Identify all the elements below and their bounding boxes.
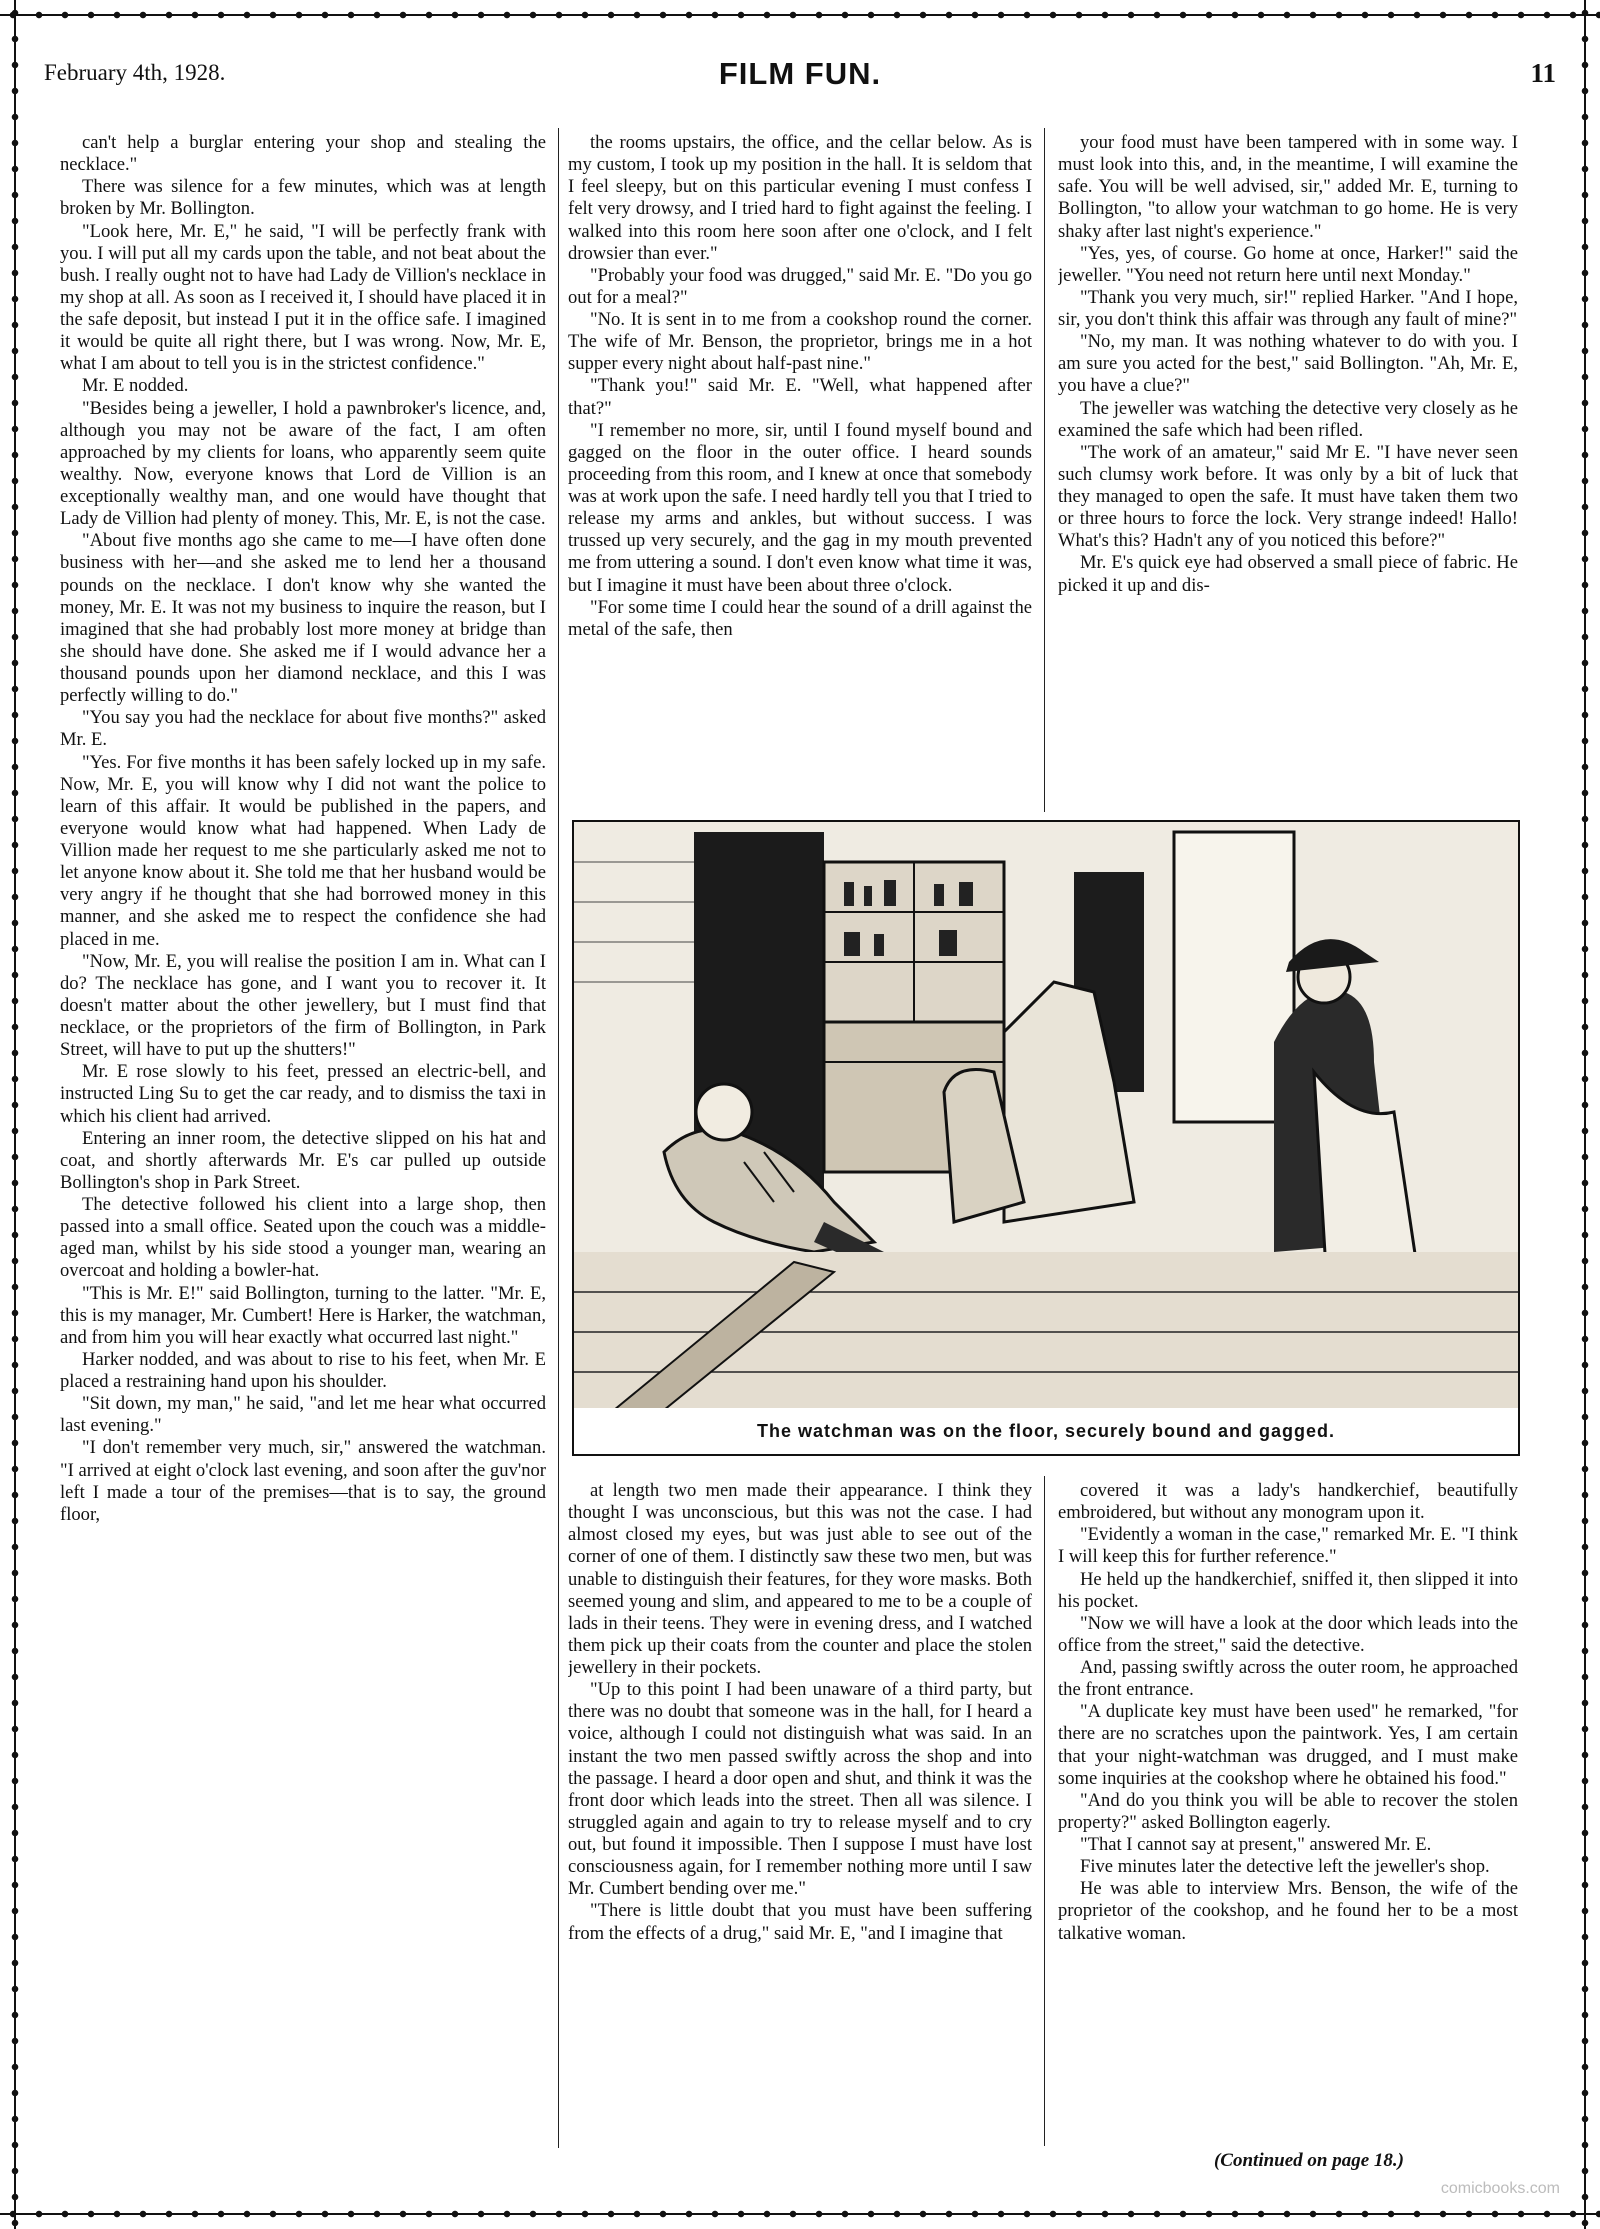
article-paragraph: "Yes, yes, of course. Go home at once, Harker!" said the jeweller. "You need not return here until next Monday." — [1058, 242, 1518, 286]
article-paragraph: "Thank you very much, sir!" replied Harker. "And I hope, sir, you don't think this affair was through any fault of mine?" — [1058, 286, 1518, 330]
article-paragraph: "And do you think you will be able to recover the stolen property?" asked Bollington eagerly. — [1058, 1789, 1518, 1833]
article-paragraph: the rooms upstairs, the office, and the cellar below. As is my custom, I took up my position in the hall. It is seldom that I feel sleepy, but on this particular evening I must confess I felt very drowsy, and I tried hard to fight against the feeling. I walked into this room here soon after one o'clock, and I felt drowsier than ever." — [568, 132, 1032, 264]
page-header — [44, 56, 1556, 100]
watermark: comicbooks.com — [1440, 2180, 1560, 2197]
article-paragraph: "About five months ago she came to me—I have often done business with her—and she asked me to lend her a thousand pounds on the necklace. I don't know why she wanted the money, Mr. E. It was not my business to inquire the reason, but I imagined that she had probably lost more money at bridge than she should have done. She asked me if I would advance her a thousand pounds upon her diamond necklace, and this I was perfectly willing to do." — [60, 530, 546, 707]
article-paragraph: "Probably your food was drugged," said Mr. E. "Do you go out for a meal?" — [568, 264, 1032, 308]
decorative-border-bottom — [0, 2199, 1600, 2229]
article-paragraph: Harker nodded, and was about to rise to his feet, when Mr. E placed a restraining hand upon his shoulder. — [60, 1348, 546, 1392]
page-number: 11 — [1530, 58, 1556, 88]
article-paragraph: He was able to interview Mrs. Benson, the wife of the proprietor of the cookshop, and he found her to be a most talkative woman. — [1058, 1878, 1518, 1944]
article-paragraph: "Sit down, my man," he said, "and let me hear what occurred last evening." — [60, 1393, 546, 1437]
illustration-caption-box — [572, 1408, 1520, 1456]
column-divider — [1044, 1476, 1045, 2146]
decorative-border-right — [1570, 0, 1600, 2229]
article-paragraph: "Evidently a woman in the case," remarked Mr. E. "I think I will keep this for further reference." — [1058, 1524, 1518, 1568]
article-paragraph: "That I cannot say at present," answered Mr. E. — [1080, 1834, 1432, 1855]
article-paragraph: There was silence for a few minutes, which was at length broken by Mr. Bollington. — [60, 176, 546, 220]
article-paragraph: "Look here, Mr. E," he said, "I will be perfectly frank with you. I will put all my cards upon the table, and not beat about the bush. I really ought not to have had Lady de Villion's necklace in my shop at all. As soon as I received it, I should have placed it in the safe deposit, but instead I put it in the office safe. I imagined it would be quite all right there, but I was wrong. Now, Mr. E, what I am about to tell you is in the strictest confidence." — [60, 220, 546, 375]
article-paragraph: And, passing swiftly across the outer room, he approached the front entrance. — [1058, 1657, 1518, 1701]
article-paragraph: "No, my man. It was nothing whatever to do with you. I am sure you acted for the best," said Bollington. "Ah, Mr. E, you have a clue?" — [1058, 331, 1518, 397]
article-paragraph: "No. It is sent in to me from a cookshop round the corner. The wife of Mr. Benson, the proprietor, brings me in a hot supper every night about half-past nine." — [568, 309, 1032, 375]
text-column-left — [60, 132, 546, 2142]
article-paragraph: "This is Mr. E!" said Bollington, turning to the latter. "Mr. E, this is my manager, Mr. Cumbert! Here is Harker, the watchman, and from him you will hear exactly what occurred last night." — [60, 1282, 546, 1348]
article-paragraph: Mr. E rose slowly to his feet, pressed an electric-bell, and instructed Ling Su to get the car ready, and to dismiss the taxi in which his client had arrived. — [60, 1061, 546, 1127]
article-paragraph: "There is little doubt that you must have been suffering from the effects of a drug," said Mr. E, "and I imagine that — [568, 1900, 1032, 1944]
article-paragraph: "Besides being a jeweller, I hold a pawnbroker's licence, and, although you may not be aware of the fact, I am often approached by my clients for loans, who apparently seem quite wealthy. Now, everyone knows that Lord de Villion is an exceptionally wealthy man, and one would have thought that Lady de Villion had plenty of money. This, Mr. E, is not the case. — [60, 397, 546, 530]
article-paragraph: "A duplicate key must have been used" he remarked, "for there are no scratches upon the paintwork. Yes, I am certain that your night-watchman was drugged, and I must make some inquiries at the cookshop where he obtained his food." — [1058, 1701, 1518, 1789]
article-paragraph: "Thank you!" said Mr. E. "Well, what happened after that?" — [568, 375, 1032, 419]
article-paragraph: "Up to this point I had been unaware of a third party, but there was no doubt that someone was in the hall, for I heard a voice, although I could not distinguish what was said. In an instant the two men passed swiftly across the shop and into the passage. I heard a door open and shut, and think it was the front door which leads into the street. Then all was silence. I struggled again and again to try to release myself and to cry out, but found it impossible. Then I suppose I must have lost consciousness again, for I remember nothing more until I saw Mr. Cumbert bending over me." — [568, 1679, 1032, 1900]
article-paragraph: Entering an inner room, the detective slipped on his hat and coat, and shortly afterwards Mr. E's car pulled up outside Bollington's shop in Park Street. — [60, 1127, 546, 1193]
article-paragraph: The detective followed his client into a large shop, then passed into a small office. Seated upon the couch was a middle-aged man, whilst by his side stood a younger man, wearing an overcoat and holding a bowler-hat. — [60, 1194, 546, 1282]
article-paragraph: He held up the handkerchief, sniffed it, then slipped it into his pocket. — [1058, 1568, 1518, 1612]
illustration-caption: The watchman was on the floor, securely bound and gagged. — [756, 1420, 1336, 1441]
text-column-middle-bottom — [568, 1480, 1032, 2142]
article-paragraph: "You say you had the necklace for about five months?" asked Mr. E. — [60, 707, 546, 751]
story-illustration — [572, 820, 1520, 1412]
article-paragraph: Five minutes later the detective left the jeweller's shop. — [1080, 1856, 1490, 1878]
illustration-drawing — [574, 822, 1518, 1410]
issue-date: February 4th, 1928. — [44, 60, 226, 85]
text-column-middle-top — [568, 132, 1032, 808]
text-column-right-bottom — [1058, 1480, 1518, 2142]
decorative-border-left — [0, 0, 30, 2229]
column-divider — [1044, 128, 1045, 812]
article-paragraph: Mr. E's quick eye had observed a small piece of fabric. He picked it up and dis- — [1058, 552, 1518, 596]
column-divider — [558, 128, 559, 2148]
article-paragraph: can't help a burglar entering your shop and stealing the necklace." — [60, 132, 546, 176]
decorative-border-top — [0, 0, 1600, 30]
article-paragraph: your food must have been tampered with in some way. I must look into this, and, in the meantime, I will examine the safe. You will be well advised, sir," added Mr. E, turning to Bollington, "to allow your watchman to go home. He is very shaky after last night's experience." — [1058, 132, 1518, 242]
article-paragraph: "Now, Mr. E, you will realise the position I am in. What can I do? The necklace has gone, and I want you to recover it. It doesn't matter about the other jewellery, but I must find that necklace, or the proprietors of the firm of Bollington, in Park Street, will have to put up the shutters!" — [60, 950, 546, 1061]
article-paragraph: "Now we will have a look at the door which leads into the office from the street," said the detective. — [1058, 1612, 1518, 1656]
article-paragraph: "Yes. For five months it has been safely locked up in my safe. Now, Mr. E, you will know why I did not want the police to learn of this affair. It would be published in the papers, and everyone would know what had happened. When Lady de Villion made her request to me she particularly asked me not to let anyone know about it. She told me that her husband would be very angry if he thought that she had borrowed money in this manner, and she asked me to respect the confidence she had placed in me. — [60, 751, 546, 950]
magazine-title: FILM FUN. — [718, 56, 882, 91]
article-paragraph: "The work of an amateur," said Mr E. "I have never seen such clumsy work before. It was only by a bit of luck that they managed to open the safe. It must have taken them two or three hours to force the lock. Very strange indeed! Hallo! What's this? Hadn't any of you noticed this before?" — [1058, 441, 1518, 552]
article-paragraph: The jeweller was watching the detective very closely as he examined the safe which had been rifled. — [1058, 397, 1518, 441]
continued-note: (Continued on page 18.) — [1213, 2150, 1405, 2171]
article-paragraph: "I don't remember very much, sir," answered the watchman. "I arrived at eight o'clock last evening, and soon after the guv'nor left I made a tour of the premises—that is to say, the ground floor, — [60, 1437, 546, 1525]
article-paragraph: "I remember no more, sir, until I found myself bound and gagged on the floor in the outer office. I heard sounds proceeding from this room, and I knew at once that somebody was at work upon the safe. I need hardly tell you that I tried to release my arms and ankles, but without success. I was trussed up very securely, and the gag in my mouth prevented me from uttering a sound. I don't even know what time it was, but I imagine it must have been about three o'clock. — [568, 419, 1032, 596]
article-paragraph: at length two men made their appearance. I think they thought I was unconscious, but this was not the case. I had almost closed my eyes, but was just able to see out of the corner of one of them. I distinctly saw these two men, but was unable to distinguish their features, for they wore masks. Both seemed young and slim, and appeared to me to be a couple of lads in their teens. They were in evening dress, and I watched them pick up their coats from the counter and place the stolen jewellery in their pockets. — [568, 1480, 1032, 1678]
article-paragraph: "For some time I could hear the sound of a drill against the metal of the safe, then — [568, 596, 1032, 640]
text-column-right-top — [1058, 132, 1518, 808]
article-paragraph: Mr. E nodded. — [82, 375, 189, 397]
article-paragraph: covered it was a lady's handkerchief, beautifully embroidered, but without any monogram upon it. — [1058, 1480, 1518, 1524]
